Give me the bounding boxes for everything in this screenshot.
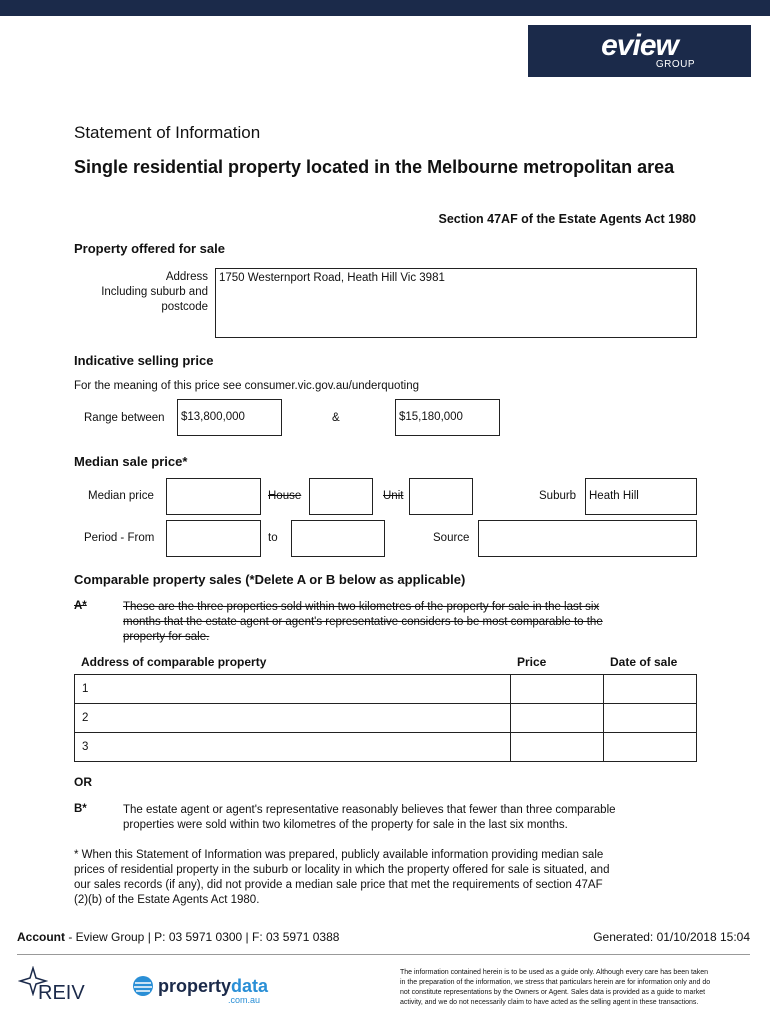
table-row[interactable] xyxy=(74,733,697,762)
propertydata-wordmark xyxy=(158,976,268,997)
footnote-line: our sales records (if any), did not provide a median sale price that met the requirements of section 47AF xyxy=(74,879,603,891)
option-a-text xyxy=(123,600,693,645)
underquoting-note: For the meaning of this price see consumer.vic.gov.au/underquoting xyxy=(74,380,419,392)
suburb-field[interactable] xyxy=(585,478,697,515)
account-details: - Eview Group | P: 03 5971 0300 | F: 03 5971 0388 xyxy=(65,930,340,944)
disclaimer-line: activity, and we do not necessarily claim to have acted as the selling agent in these transactions. xyxy=(400,999,699,1006)
option-b-marker: B* xyxy=(74,803,87,815)
option-b-line: The estate agent or agent's representative reasonably believes that fewer than three comparable xyxy=(123,804,616,816)
propertydata-accent: data xyxy=(231,976,269,996)
or-separator: OR xyxy=(74,775,92,789)
option-b-line: properties were sold within two kilometres of the property for sale in the last six months. xyxy=(123,819,568,831)
median-heading: Median sale price* xyxy=(74,454,188,469)
disclaimer xyxy=(400,968,755,1008)
generated-timestamp: Generated: 01/10/2018 15:04 xyxy=(593,930,750,944)
footnote-line: prices of residential property in the suburb or locality in which the property offered for sale is situated, and xyxy=(74,864,610,876)
range-ampersand: & xyxy=(332,412,340,424)
price-low-field[interactable] xyxy=(177,399,282,436)
top-banner-bar xyxy=(0,0,770,16)
footnote-line: * When this Statement of Information was prepared, publicly available information providing median sale xyxy=(74,849,604,861)
account-label: Account xyxy=(17,930,65,944)
source-label: Source xyxy=(433,532,470,544)
comparable-heading: Comparable property sales (*Delete A or B below as applicable) xyxy=(74,572,466,587)
row-address-cell: 1 xyxy=(75,675,511,703)
propertydata-domain: .com.au xyxy=(228,995,261,1005)
col-date-header: Date of sale xyxy=(610,655,678,669)
page-title: Single residential property located in the Melbourne metropolitan area xyxy=(74,157,675,177)
disclaimer-line: The information contained herein is to be used as a guide only. Although every care has been taken xyxy=(400,969,709,976)
address-label-line: postcode xyxy=(161,301,208,313)
period-from-label: Period - From xyxy=(84,532,155,544)
source-field[interactable] xyxy=(478,520,697,557)
footnote xyxy=(74,848,714,908)
house-label: House xyxy=(268,490,302,502)
row-address-cell: 2 xyxy=(75,704,511,732)
range-label: Range between xyxy=(84,412,165,424)
median-price-field[interactable] xyxy=(166,478,261,515)
option-a-line: months that the estate agent or agent's representative considers to be most comparable to the xyxy=(123,616,603,628)
address-field[interactable] xyxy=(215,268,697,338)
house-checkbox-field[interactable] xyxy=(309,478,373,515)
period-from-field[interactable] xyxy=(166,520,261,557)
table-row[interactable] xyxy=(74,675,697,704)
row-price-cell[interactable] xyxy=(511,704,604,732)
row-price-cell[interactable] xyxy=(511,733,604,761)
reiv-wordmark: REIV xyxy=(38,982,85,1004)
footnote-line: (2)(b) of the Estate Agents Act 1980. xyxy=(74,894,260,906)
table-row[interactable] xyxy=(74,704,697,733)
address-label-line: Address xyxy=(165,271,208,283)
median-price-label: Median price xyxy=(88,490,154,502)
address-label-line: Including suburb and xyxy=(101,286,208,298)
account-info xyxy=(17,930,339,944)
unit-label: Unit xyxy=(383,490,404,502)
statement-heading: Statement of Information xyxy=(74,123,261,142)
address-value: 1750 Westernport Road, Heath Hill Vic 3981 xyxy=(219,272,445,284)
period-to-label: to xyxy=(268,532,278,544)
col-price-header: Price xyxy=(517,655,547,669)
option-a-marker: A* xyxy=(74,600,87,612)
option-a-line: property for sale. xyxy=(123,631,210,643)
address-label xyxy=(101,270,208,315)
price-high-field[interactable] xyxy=(395,399,500,436)
logo-subtitle: GROUP xyxy=(655,59,696,70)
suburb-value: Heath Hill xyxy=(589,490,639,502)
option-a-line: These are the three properties sold within two kilometres of the property for sale in the last six xyxy=(123,601,600,613)
unit-checkbox-field[interactable] xyxy=(409,478,473,515)
suburb-label: Suburb xyxy=(539,490,577,502)
period-to-field[interactable] xyxy=(291,520,385,557)
disclaimer-line: in the preparation of the information, we stress that particulars herein are for information only and do xyxy=(400,979,711,986)
reiv-logo xyxy=(18,966,98,1008)
propertydata-globe-icon xyxy=(132,975,154,997)
property-heading: Property offered for sale xyxy=(74,241,225,256)
row-address-cell: 3 xyxy=(75,733,511,761)
col-address-header: Address of comparable property xyxy=(81,655,267,669)
price-high-value: $15,180,000 xyxy=(399,411,463,423)
indicative-heading: Indicative selling price xyxy=(74,353,214,368)
eview-group-logo xyxy=(528,25,751,77)
disclaimer-line: not constitute representations by the Owners or Agent. Sales data is provided as a guide to market xyxy=(400,989,706,996)
row-price-cell[interactable] xyxy=(511,675,604,703)
logo-wordmark: eview xyxy=(601,29,678,62)
price-low-value: $13,800,000 xyxy=(181,411,245,423)
footer-divider xyxy=(17,954,750,955)
section-reference: Section 47AF of the Estate Agents Act 1980 xyxy=(438,212,696,226)
propertydata-logo xyxy=(132,972,272,1008)
propertydata-main: property xyxy=(158,976,232,996)
option-b-text xyxy=(123,803,703,833)
